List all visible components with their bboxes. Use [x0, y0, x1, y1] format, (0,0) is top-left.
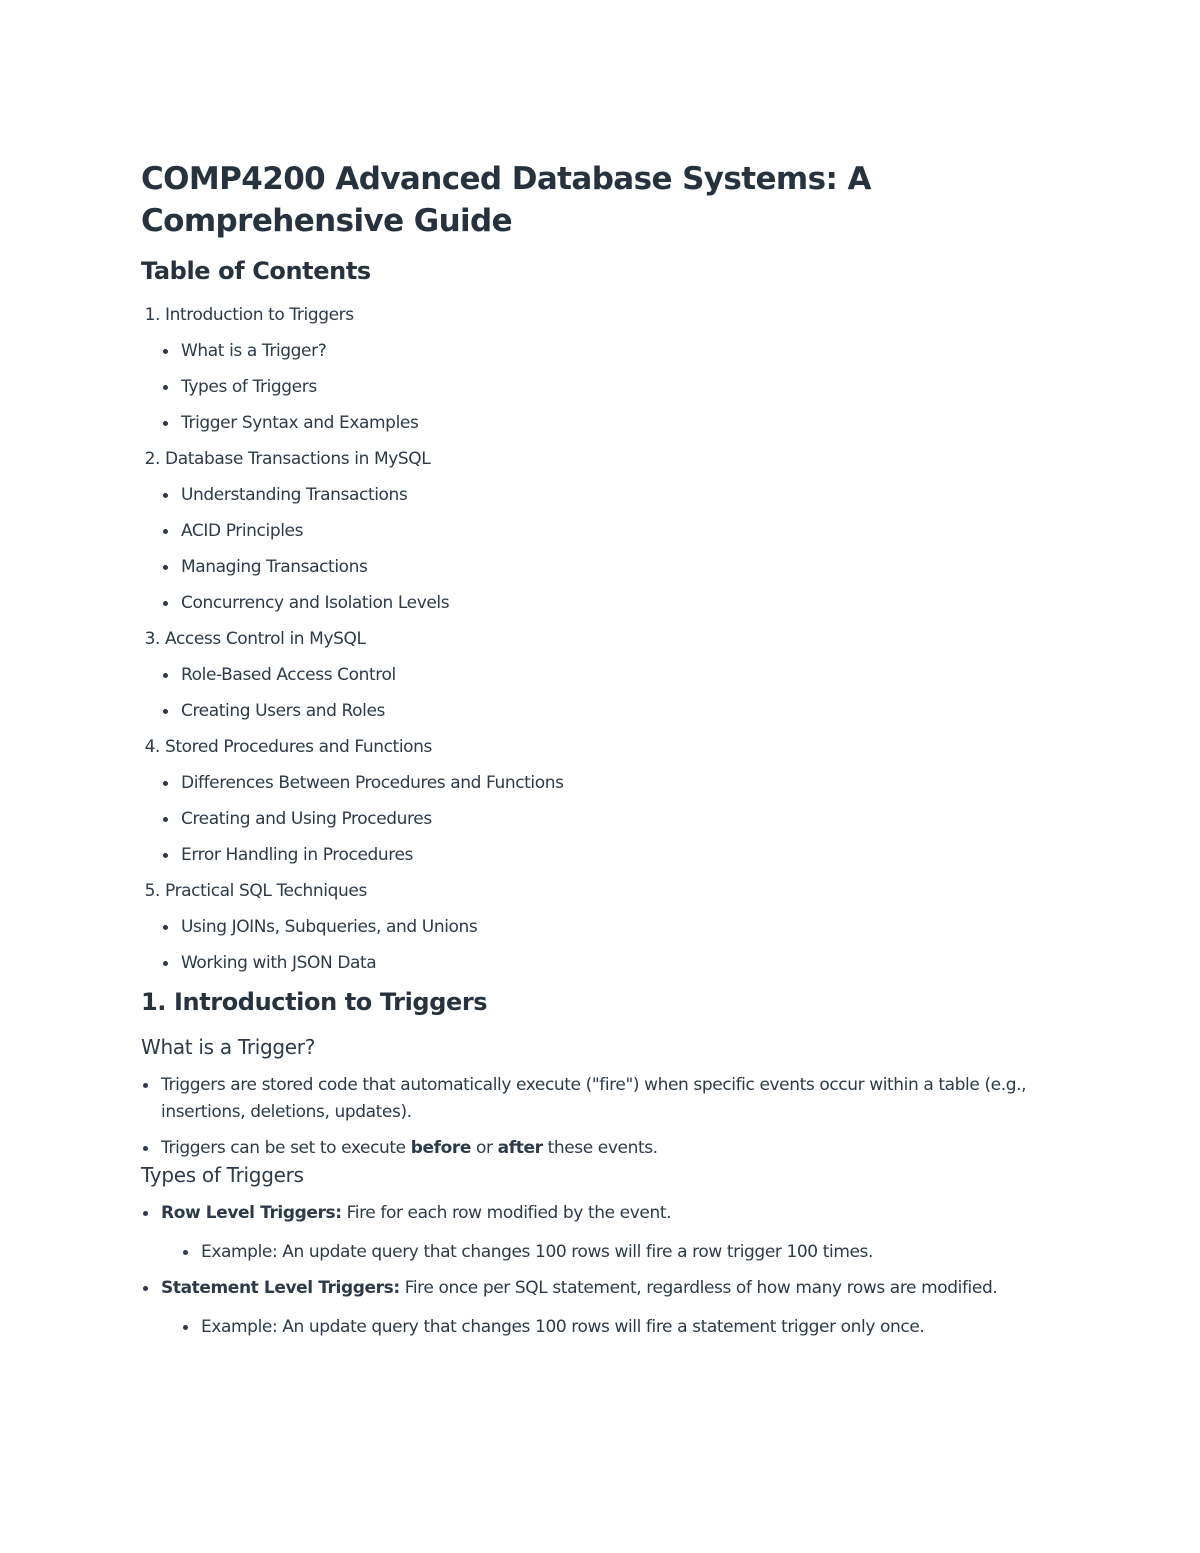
toc-subitem [161, 519, 1071, 543]
statement-level-sublist [161, 1314, 1071, 1341]
emphasis-before: before [410, 1138, 472, 1158]
list-item [141, 1200, 1071, 1266]
row-level-term: Row Level Triggers: [161, 1203, 342, 1223]
toc-item [141, 303, 1071, 435]
toc-item-label: Access Control in MySQL [165, 629, 366, 649]
toc-subitem-label: Creating and Using Procedures [181, 809, 432, 829]
toc-item-label: Stored Procedures and Functions [165, 737, 432, 757]
toc-subitem-label: Creating Users and Roles [181, 701, 386, 721]
document-title: COMP4200 Advanced Database Systems: A Comprehensive Guide [141, 161, 871, 239]
toc-sublist [141, 663, 1071, 723]
row-level-sublist [161, 1239, 1071, 1266]
toc-subitem [161, 915, 1071, 939]
toc-subitem [161, 555, 1071, 579]
toc-subitem [161, 483, 1071, 507]
toc-subitem-label: Understanding Transactions [181, 485, 408, 505]
toc-item [141, 627, 1071, 723]
toc-subitem-label: What is a Trigger? [181, 341, 327, 361]
toc-heading: Table of Contents [141, 257, 371, 285]
section-1-heading: 1. Introduction to Triggers [141, 988, 488, 1016]
document-page [141, 158, 1071, 1350]
emphasis-after: after [497, 1138, 543, 1158]
list-item [181, 1239, 1071, 1266]
bullet-text: these events. [542, 1138, 658, 1158]
toc-subitem-label: Concurrency and Isolation Levels [181, 593, 450, 613]
toc-subitem-label: Managing Transactions [181, 557, 368, 577]
toc-item-number: 4. [144, 737, 160, 757]
toc-subitem-label: Types of Triggers [181, 377, 317, 397]
toc-subitem [161, 663, 1071, 687]
toc-item-number: 3. [144, 629, 160, 649]
toc-item-label: Practical SQL Techniques [165, 881, 367, 901]
toc-item-number: 1. [144, 305, 160, 325]
table-of-contents [141, 303, 1071, 975]
types-of-triggers-heading: Types of Triggers [141, 1163, 304, 1187]
toc-subitem [161, 699, 1071, 723]
toc-item-number: 5. [144, 881, 160, 901]
bullet-text: Triggers are stored code that automatically execute ("fire") when specific events occur within a table (e.g., insertions, deletions, updates). [161, 1075, 1027, 1122]
list-item [141, 1072, 1071, 1126]
toc-subitem-label: Trigger Syntax and Examples [181, 413, 419, 433]
what-is-trigger-heading: What is a Trigger? [141, 1035, 316, 1059]
bullet-text: or [471, 1138, 498, 1158]
toc-subitem [161, 411, 1071, 435]
toc-item [141, 735, 1071, 867]
toc-subitem-label: Error Handling in Procedures [181, 845, 413, 865]
statement-level-desc: Fire once per SQL statement, regardless of how many rows are modified. [399, 1278, 998, 1298]
toc-subitem-label: Differences Between Procedures and Functions [181, 773, 564, 793]
bullet-text: Triggers can be set to execute [161, 1138, 411, 1158]
toc-subitem-label: Using JOINs, Subqueries, and Unions [181, 917, 478, 937]
toc-subitem [161, 951, 1071, 975]
toc-sublist [141, 915, 1071, 975]
list-item [141, 1135, 1071, 1162]
toc-sublist [141, 483, 1071, 615]
toc-subitem [161, 591, 1071, 615]
toc-item-label: Introduction to Triggers [165, 305, 354, 325]
row-level-example: Example: An update query that changes 100 rows will fire a row trigger 100 times. [201, 1242, 873, 1262]
toc-subitem [161, 807, 1071, 831]
toc-subitem [161, 843, 1071, 867]
toc-subitem [161, 375, 1071, 399]
list-item [181, 1314, 1071, 1341]
toc-item-number: 2. [144, 449, 160, 469]
list-item [141, 1275, 1071, 1341]
row-level-desc: Fire for each row modified by the event. [341, 1203, 672, 1223]
toc-sublist [141, 339, 1071, 435]
statement-level-example: Example: An update query that changes 100 rows will fire a statement trigger only once. [201, 1317, 925, 1337]
toc-item [141, 447, 1071, 615]
toc-item [141, 879, 1071, 975]
types-of-triggers-list [141, 1200, 1071, 1341]
toc-subitem-label: Working with JSON Data [181, 953, 377, 973]
what-is-trigger-list [141, 1072, 1071, 1162]
toc-subitem-label: ACID Principles [181, 521, 304, 541]
toc-sublist [141, 771, 1071, 867]
toc-item-label: Database Transactions in MySQL [165, 449, 431, 469]
toc-subitem [161, 339, 1071, 363]
statement-level-term: Statement Level Triggers: [161, 1278, 400, 1298]
toc-subitem-label: Role-Based Access Control [181, 665, 396, 685]
toc-subitem [161, 771, 1071, 795]
